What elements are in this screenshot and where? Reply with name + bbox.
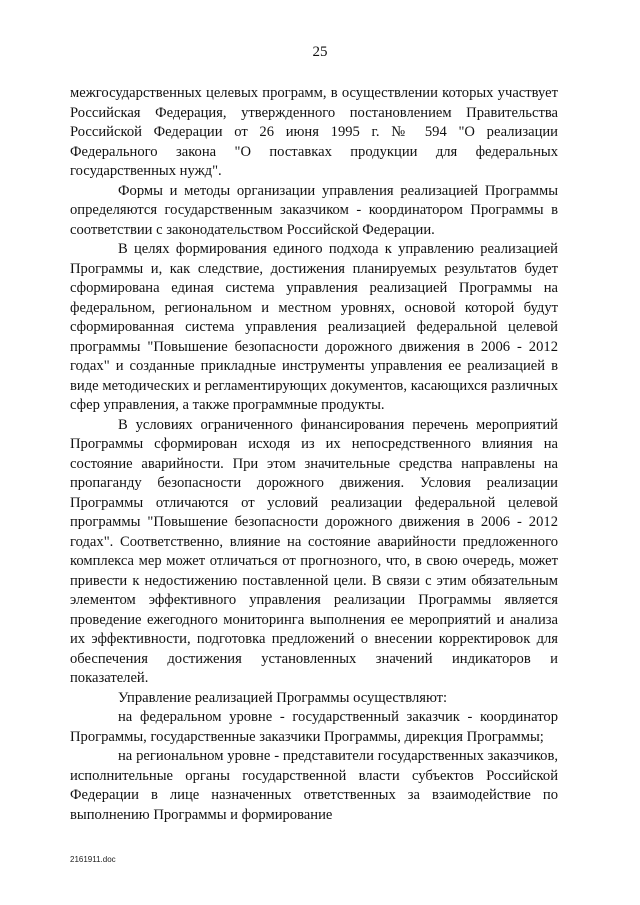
footer-filename: 2161911.doc: [70, 855, 116, 864]
page-number: 25: [312, 44, 328, 60]
document-body: [70, 84, 558, 825]
paragraph-7: на региональном уровне - представители государственных заказчиков, исполнительные органы государственной власти субъектов Российской Федерации в лице назначенных ответственных за взаимодействие по выполнению Программы и формирование: [70, 748, 558, 823]
paragraph-2: Формы и методы организации управления реализацией Программы определяются государственным заказчиком - координатором Программы в соответствии с законодательством Российской Федерации.: [70, 182, 558, 238]
paragraph-3: В целях формирования единого подхода к управлению реализацией Программы и, как следствие, достижения планируемых результатов будет сформирована единая система управления реализацией Программы на федеральном, региональном и местном уровнях, основой которой будут сформированная система управления реализацией федеральной целевой программы "Повышение безопасности дорожного движения в 2006 - 2012 годах" и созданные прикладные инструменты управления ее реализацией в виде методических и регламентирующих документов, касающихся различных сфер управления, а также программные продукты.: [70, 241, 558, 413]
paragraph-1: межгосударственных целевых программ, в осуществлении которых участвует Российская Федерация, утвержденного постановлением Правительства Российской Федерации от 26 июня 1995 г. № 594 "О реализации Федерального закона "О поставках продукции для федеральных государственных нужд".: [70, 85, 558, 179]
paragraph-5: Управление реализацией Программы осуществляют:: [118, 689, 448, 706]
paragraph-6: на федеральном уровне - государственный заказчик - координатор Программы, государственные заказчики Программы, дирекция Программы;: [70, 709, 558, 745]
paragraph-4: В условиях ограниченного финансирования перечень мероприятий Программы сформирован исходя из их непосредственного влияния на состояние аварийности. При этом значительные средства направлены на пропаганду безопасности дорожного движения. Условия реализации Программы отличаются от условий реализации федеральной целевой программы "Повышение безопасности дорожного движения в 2006 - 2012 годах". Соответственно, влияние на состояние аварийности предложенного комплекса мер может отличаться от прогнозного, что, в свою очередь, может привести к недостижению поставленной цели. В связи с этим обязательным элементом эффективного управления реализации Программы является проведение ежегодного мониторинга выполнения ее мероприятий и анализа их эффективности, подготовка предложений о внесении корректировок для обеспечения достижения установленных значений индикаторов и показателей.: [70, 416, 558, 686]
